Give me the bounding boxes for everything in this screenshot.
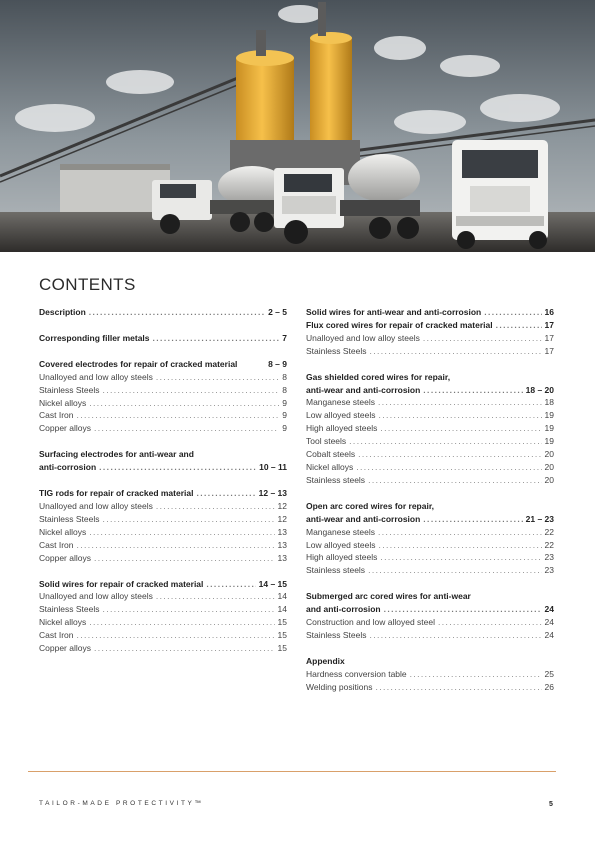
toc-entry-title: Hardness conversion table <box>306 668 407 679</box>
toc-entry[interactable] <box>306 590 554 603</box>
toc-page-number: 26 <box>544 681 554 692</box>
toc-entry[interactable] <box>306 319 554 332</box>
toc-leader-dots <box>89 616 274 629</box>
toc-page-number: 13 <box>277 526 287 537</box>
toc-group <box>306 306 554 358</box>
toc-entry[interactable] <box>39 358 287 371</box>
toc-page-number: 12 <box>277 500 287 511</box>
toc-entry-title: Flux cored wires for repair of cracked material <box>306 319 493 330</box>
toc-page-number: 17 <box>544 332 554 343</box>
toc-leader-dots <box>102 603 274 616</box>
toc-page-number: 22 <box>544 539 554 550</box>
toc-leader-dots <box>369 629 541 642</box>
toc-entry[interactable] <box>39 539 287 552</box>
toc-entry[interactable] <box>306 616 554 629</box>
toc-entry[interactable] <box>306 668 554 681</box>
toc-page-number: 24 <box>544 604 554 615</box>
toc-entry[interactable] <box>39 500 287 513</box>
toc-leader-dots <box>378 539 541 552</box>
toc-entry[interactable] <box>39 448 287 461</box>
toc-entry[interactable] <box>39 306 287 319</box>
toc-page-number: 18 <box>544 397 554 408</box>
toc-leader-dots <box>102 513 274 526</box>
toc-page-number: 20 <box>544 474 554 485</box>
toc-entry[interactable] <box>306 551 554 564</box>
toc-group <box>306 500 554 577</box>
toc-entry-title: Gas shielded cored wires for repair, <box>306 371 451 382</box>
footer-tagline: TAILOR-MADE PROTECTIVITY™ <box>39 800 204 807</box>
toc-entry[interactable] <box>39 422 287 435</box>
toc-page-number: 17 <box>544 319 554 330</box>
toc-entry[interactable] <box>39 642 287 655</box>
toc-leader-dots <box>358 448 541 461</box>
toc-entry[interactable] <box>39 552 287 565</box>
toc-page-number: 24 <box>544 629 554 640</box>
hero-photo <box>0 0 595 252</box>
toc-group <box>39 487 287 564</box>
toc-entry[interactable] <box>39 526 287 539</box>
toc-entry-title: Unalloyed and low alloy steels <box>39 371 153 382</box>
toc-entry-title: Tool steels <box>306 436 347 447</box>
toc-entry-title: Low alloyed steels <box>306 410 376 421</box>
toc-entry-title: Stainless Steels <box>306 345 367 356</box>
toc-leader-dots <box>349 435 541 448</box>
toc-entry-title: Unalloyed and low alloy steels <box>39 591 153 602</box>
toc-page-number: 14 <box>277 604 287 615</box>
toc-leader-dots <box>77 409 280 422</box>
toc-entry-title: Stainless steels <box>306 474 366 485</box>
toc-entry[interactable] <box>306 461 554 474</box>
toc-group <box>39 306 287 319</box>
toc-page-number: 16 <box>544 307 554 317</box>
toc-entry-title: Copper alloys <box>39 643 91 654</box>
toc-leader-dots <box>380 551 541 564</box>
toc-entry-title: Nickel alloys <box>39 617 87 628</box>
toc-leader-dots <box>94 552 275 565</box>
toc-leader-dots <box>94 422 279 435</box>
toc-entry-title: anti-corrosion <box>39 462 97 473</box>
toc-page-number: 22 <box>544 526 554 537</box>
toc-leader-dots <box>89 306 265 319</box>
toc-group <box>39 578 287 655</box>
toc-page-number: 19 <box>544 423 554 434</box>
toc-page-number: 13 <box>277 539 287 550</box>
toc-leader-dots <box>378 409 541 422</box>
toc-entry[interactable] <box>306 435 554 448</box>
toc-page-number: 23 <box>544 552 554 563</box>
toc-entry-title: Surfacing electrodes for anti-wear and <box>39 449 194 460</box>
toc-entry-title: Welding positions <box>306 681 373 692</box>
toc-leader-dots <box>378 396 542 409</box>
toc-entry-title: Manganese steels <box>306 397 375 408</box>
toc-page-number: 14 <box>277 591 287 602</box>
toc-leader-dots <box>102 384 279 397</box>
toc-leader-dots <box>369 345 541 358</box>
toc-group <box>39 358 287 435</box>
toc-leader-dots <box>89 397 279 410</box>
toc-page-number: 20 <box>544 449 554 460</box>
toc-entry[interactable] <box>39 384 287 397</box>
toc-entry-title: Solid wires for repair of cracked material <box>39 578 204 589</box>
toc-page-number: 15 <box>277 617 287 628</box>
toc-entry[interactable] <box>306 474 554 487</box>
toc-entry[interactable] <box>39 461 287 474</box>
toc-leader-dots <box>438 616 542 629</box>
page-title: CONTENTS <box>39 275 136 294</box>
toc-entry[interactable] <box>39 629 287 642</box>
toc-entry[interactable] <box>39 371 287 384</box>
toc-entry-title: Cast Iron <box>39 630 74 641</box>
toc-leader-dots <box>410 668 542 681</box>
toc-page-number: 7 <box>282 332 287 343</box>
toc-entry-title: High alloyed steels <box>306 552 378 563</box>
toc-leader-dots <box>368 564 541 577</box>
toc-entry[interactable] <box>306 513 554 526</box>
toc-entry-title: Description <box>39 307 86 317</box>
toc-entry[interactable] <box>39 332 287 345</box>
toc-page-number: 10 – 11 <box>259 462 287 473</box>
toc-entry-title: Nickel alloys <box>306 461 354 472</box>
toc-entry[interactable] <box>39 397 287 410</box>
toc-page-number: 18 – 20 <box>525 384 554 395</box>
toc-left-column <box>39 306 287 668</box>
toc-entry-title: High alloyed steels <box>306 423 378 434</box>
toc-page-number: 13 <box>277 552 287 563</box>
toc-entry-title: Stainless Steels <box>39 604 100 615</box>
toc-entry-title: Open arc cored wires for repair, <box>306 500 435 511</box>
toc-entry[interactable] <box>39 590 287 603</box>
toc-entry[interactable] <box>306 629 554 642</box>
toc-leader-dots <box>77 539 275 552</box>
toc-entry-title: Manganese steels <box>306 526 375 537</box>
toc-entry[interactable] <box>306 371 554 384</box>
toc-page-number: 14 – 15 <box>258 578 287 589</box>
toc-leader-dots <box>423 332 542 345</box>
toc-leader-dots <box>196 487 255 500</box>
toc-entry[interactable] <box>306 396 554 409</box>
toc-leader-dots <box>153 332 280 345</box>
toc-leader-dots <box>484 306 541 319</box>
mixer-truck-right <box>452 140 548 249</box>
toc-leader-dots <box>384 603 542 616</box>
toc-entry-title: Corresponding filler metals <box>39 332 150 343</box>
toc-leader-dots <box>77 629 275 642</box>
toc-page-number: 15 <box>277 630 287 641</box>
toc-page-number: 23 <box>544 565 554 576</box>
toc-entry[interactable] <box>306 655 554 668</box>
toc-page-number: 9 <box>282 397 287 408</box>
toc-leader-dots <box>423 513 522 526</box>
toc-page-number: 12 <box>277 513 287 524</box>
toc-entry-title: anti-wear and anti-corrosion <box>306 384 421 395</box>
toc-entry-title: Low alloyed steels <box>306 539 376 550</box>
toc-entry[interactable] <box>306 422 554 435</box>
toc-entry[interactable] <box>306 448 554 461</box>
toc-leader-dots <box>156 371 279 384</box>
toc-page-number: 8 – 9 <box>268 358 287 369</box>
toc-leader-dots <box>156 500 275 513</box>
toc-entry-title: Solid wires for anti-wear and anti-corrosion <box>306 307 482 317</box>
toc-entry[interactable] <box>306 384 554 397</box>
toc-leader-dots <box>206 578 255 591</box>
toc-entry-title: Unalloyed and low alloy steels <box>306 332 420 343</box>
toc-right-column <box>306 306 554 707</box>
toc-page-number: 19 <box>544 436 554 447</box>
toc-entry-title: Nickel alloys <box>39 397 87 408</box>
toc-entry[interactable] <box>306 526 554 539</box>
toc-entry[interactable] <box>39 513 287 526</box>
toc-leader-dots <box>156 590 275 603</box>
toc-entry-title: Appendix <box>306 655 345 666</box>
toc-group <box>306 371 554 487</box>
toc-entry[interactable] <box>39 616 287 629</box>
toc-entry[interactable] <box>306 345 554 358</box>
toc-leader-dots <box>423 384 522 397</box>
toc-page-number: 20 <box>544 461 554 472</box>
toc-entry-title: Cobalt steels <box>306 449 356 460</box>
toc-entry-title: Nickel alloys <box>39 526 87 537</box>
toc-leader-dots <box>89 526 274 539</box>
toc-group <box>306 590 554 642</box>
toc-page-number: 19 <box>544 410 554 421</box>
toc-leader-dots <box>375 681 541 694</box>
toc-page-number: 15 <box>277 643 287 654</box>
toc-entry-title: Stainless Steels <box>39 513 100 524</box>
toc-entry-title: Cast Iron <box>39 410 74 421</box>
toc-page-number: 24 <box>544 617 554 628</box>
toc-entry-title: and anti-corrosion <box>306 604 381 615</box>
toc-page-number: 17 <box>544 345 554 356</box>
toc-entry[interactable] <box>306 306 554 319</box>
toc-entry-title: Copper alloys <box>39 423 91 434</box>
toc-page-number: 25 <box>544 668 554 679</box>
toc-page-number: 2 – 5 <box>268 307 287 317</box>
toc-entry[interactable] <box>306 564 554 577</box>
cement-trucks-illustration <box>0 0 595 252</box>
toc-entry[interactable] <box>306 603 554 616</box>
toc-entry[interactable] <box>39 487 287 500</box>
toc-group <box>39 332 287 345</box>
toc-leader-dots <box>496 319 542 332</box>
toc-entry-title: Stainless steels <box>306 565 366 576</box>
toc-entry-title: Cast Iron <box>39 539 74 550</box>
toc-entry-title: Submerged arc cored wires for anti-wear <box>306 591 471 602</box>
toc-group <box>39 448 287 474</box>
toc-entry-title: Covered electrodes for repair of cracked material <box>39 358 238 369</box>
toc-entry-title: Stainless Steels <box>306 629 367 640</box>
toc-entry[interactable] <box>39 578 287 591</box>
footer-divider <box>28 771 556 772</box>
toc-entry[interactable] <box>306 409 554 422</box>
toc-leader-dots <box>368 474 541 487</box>
toc-entry-title: Unalloyed and low alloy steels <box>39 500 153 511</box>
toc-entry[interactable] <box>306 332 554 345</box>
toc-page-number: 12 – 13 <box>258 488 287 499</box>
toc-page-number: 8 <box>282 371 287 382</box>
toc-entry-title: TIG rods for repair of cracked material <box>39 488 194 499</box>
toc-page-number: 9 <box>282 423 287 434</box>
toc-entry-title: anti-wear and anti-corrosion <box>306 513 421 524</box>
toc-entry-title: Copper alloys <box>39 552 91 563</box>
toc-entry-title: Stainless Steels <box>39 384 100 395</box>
toc-entry[interactable] <box>39 603 287 616</box>
toc-leader-dots <box>378 526 542 539</box>
toc-entry[interactable] <box>306 500 554 513</box>
toc-group <box>306 655 554 694</box>
toc-leader-dots <box>99 461 256 474</box>
toc-entry-title: Construction and low alloyed steel <box>306 617 435 628</box>
toc-leader-dots <box>356 461 541 474</box>
toc-entry[interactable] <box>306 681 554 694</box>
toc-page-number: 8 <box>282 384 287 395</box>
toc-leader-dots <box>94 642 275 655</box>
toc-leader-dots <box>380 422 541 435</box>
toc-entry[interactable] <box>39 409 287 422</box>
toc-entry[interactable] <box>306 539 554 552</box>
page-number: 5 <box>549 801 553 808</box>
toc-page-number: 21 – 23 <box>525 513 554 524</box>
toc-page-number: 9 <box>282 410 287 421</box>
